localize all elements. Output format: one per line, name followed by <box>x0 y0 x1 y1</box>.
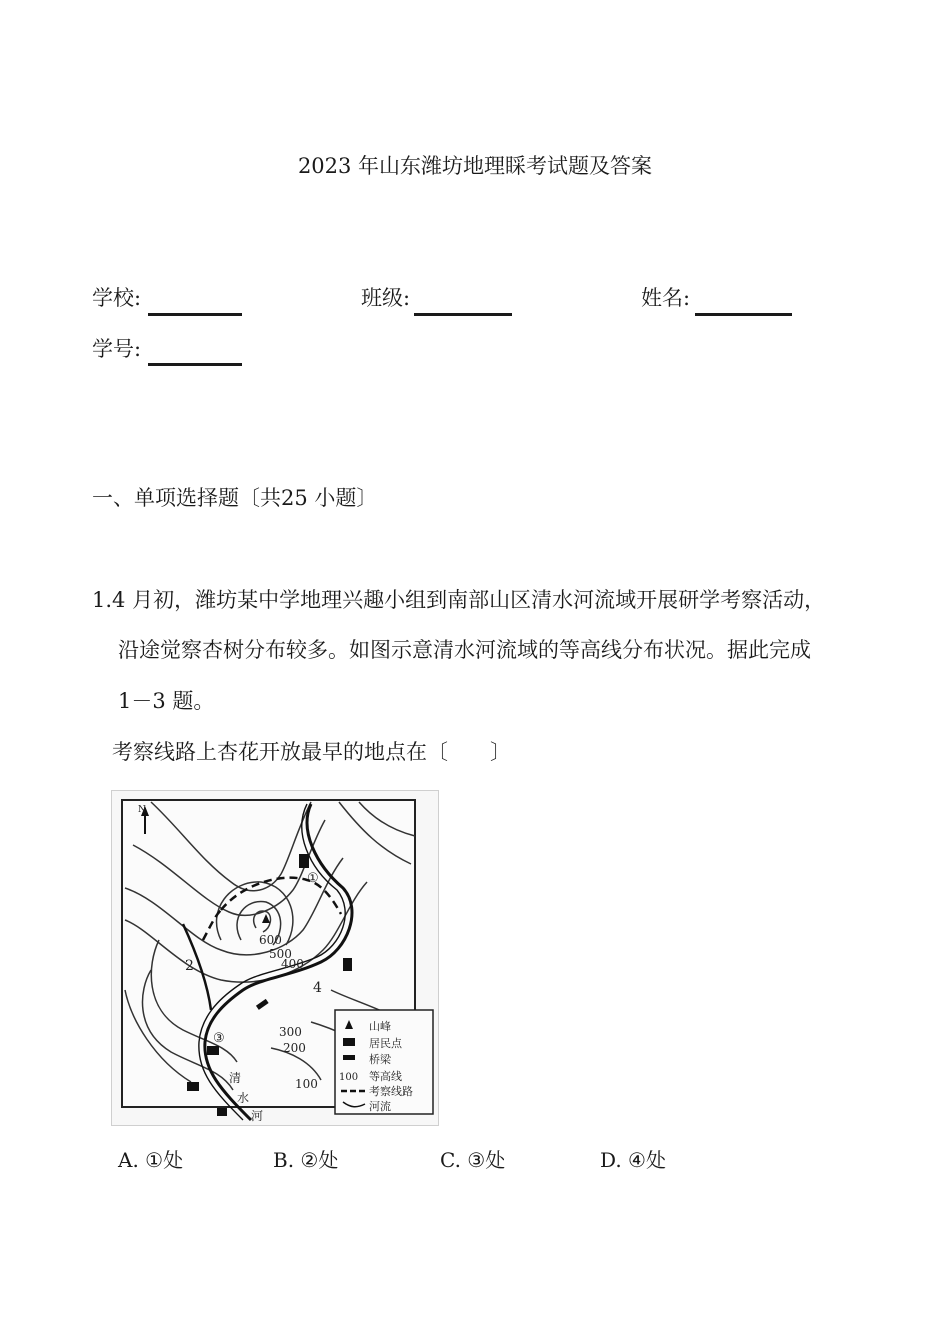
contour-label: 300 <box>279 1025 302 1039</box>
option-d[interactable]: D. ④处 <box>600 1148 666 1172</box>
page-title: 2023 年山东潍坊地理睬考试题及答案 <box>297 154 653 178</box>
question-line-2: 沿途觉察杏树分布较多。如图示意清水河流域的等高线分布状况。据此完成 <box>118 638 811 662</box>
contour-label: 100 <box>295 1077 318 1091</box>
contour-label: 400 <box>281 957 304 971</box>
id-blank[interactable] <box>148 363 242 366</box>
contour-label: 200 <box>283 1041 306 1055</box>
point-label: 4 <box>313 980 322 996</box>
legend-peak: 山峰 <box>369 1020 391 1033</box>
question-line-3: 1－3 题。 <box>118 689 215 713</box>
legend-settlement: 居民点 <box>369 1037 402 1050</box>
point-label: ③ <box>213 1031 225 1046</box>
name-label: 姓名: <box>641 286 691 310</box>
name-blank[interactable] <box>695 313 792 316</box>
sub-question: 考察线路上杏花开放最早的地点在〔 〕 <box>112 740 511 764</box>
river-name-char: 清 <box>229 1071 242 1085</box>
option-a[interactable]: A. ①处 <box>118 1148 184 1172</box>
contour-label: 600 <box>259 933 282 947</box>
option-c[interactable]: C. ③处 <box>440 1148 506 1172</box>
contour-label: 500 <box>269 947 292 961</box>
legend-contour-value: 100 <box>339 1072 359 1083</box>
class-label: 班级: <box>361 286 411 310</box>
legend-bridge: 桥梁 <box>369 1053 391 1066</box>
school-label: 学校: <box>92 286 142 310</box>
river-name-char: 水 <box>237 1091 250 1105</box>
id-label: 学号: <box>92 337 142 361</box>
legend-route: 考察线路 <box>369 1085 413 1098</box>
legend-river: 河流 <box>369 1100 391 1113</box>
school-blank[interactable] <box>148 313 242 316</box>
legend-contour: 等高线 <box>369 1070 402 1083</box>
section-title: 一、单项选择题〔共25 小题〕 <box>92 486 378 510</box>
point-label: 2 <box>185 958 194 974</box>
map-legend <box>335 1010 433 1114</box>
north-label: N <box>138 805 146 815</box>
question-line-1: 1.4 月初，潍坊某中学地理兴趣小组到南部山区清水河流域开展研学考察活动， <box>92 588 826 612</box>
class-blank[interactable] <box>414 313 512 316</box>
point-label: ① <box>307 871 319 886</box>
contour-map <box>111 790 439 1126</box>
option-b[interactable]: B. ②处 <box>273 1148 339 1172</box>
river-name-char: 河 <box>251 1109 264 1123</box>
